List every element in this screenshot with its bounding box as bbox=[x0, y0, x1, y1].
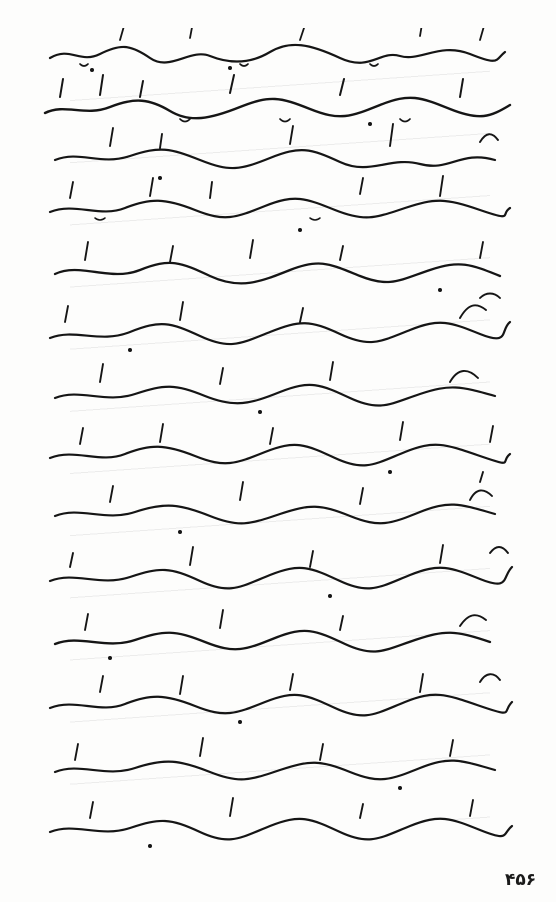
handwritten-line-7 bbox=[55, 362, 495, 406]
handwritten-line-5 bbox=[55, 240, 500, 283]
handwritten-line-1 bbox=[50, 28, 505, 66]
diacritic-dots bbox=[90, 66, 442, 848]
handwritten-line-10 bbox=[50, 545, 512, 588]
handwritten-line-12 bbox=[50, 674, 512, 715]
handwritten-line-3 bbox=[55, 124, 498, 168]
handwritten-line-6 bbox=[50, 294, 510, 345]
page-number: ۴۵۶ bbox=[505, 870, 537, 890]
handwritten-line-14 bbox=[50, 798, 512, 839]
handwritten-line-9 bbox=[55, 472, 495, 523]
handwritten-line-13 bbox=[55, 738, 495, 779]
handwritten-line-2 bbox=[45, 75, 510, 122]
handwritten-line-8 bbox=[50, 422, 510, 465]
handwritten-line-4 bbox=[50, 176, 510, 220]
handwritten-line-11 bbox=[55, 610, 490, 652]
handwritten-lines bbox=[40, 28, 520, 858]
handwritten-text-block bbox=[40, 28, 520, 858]
